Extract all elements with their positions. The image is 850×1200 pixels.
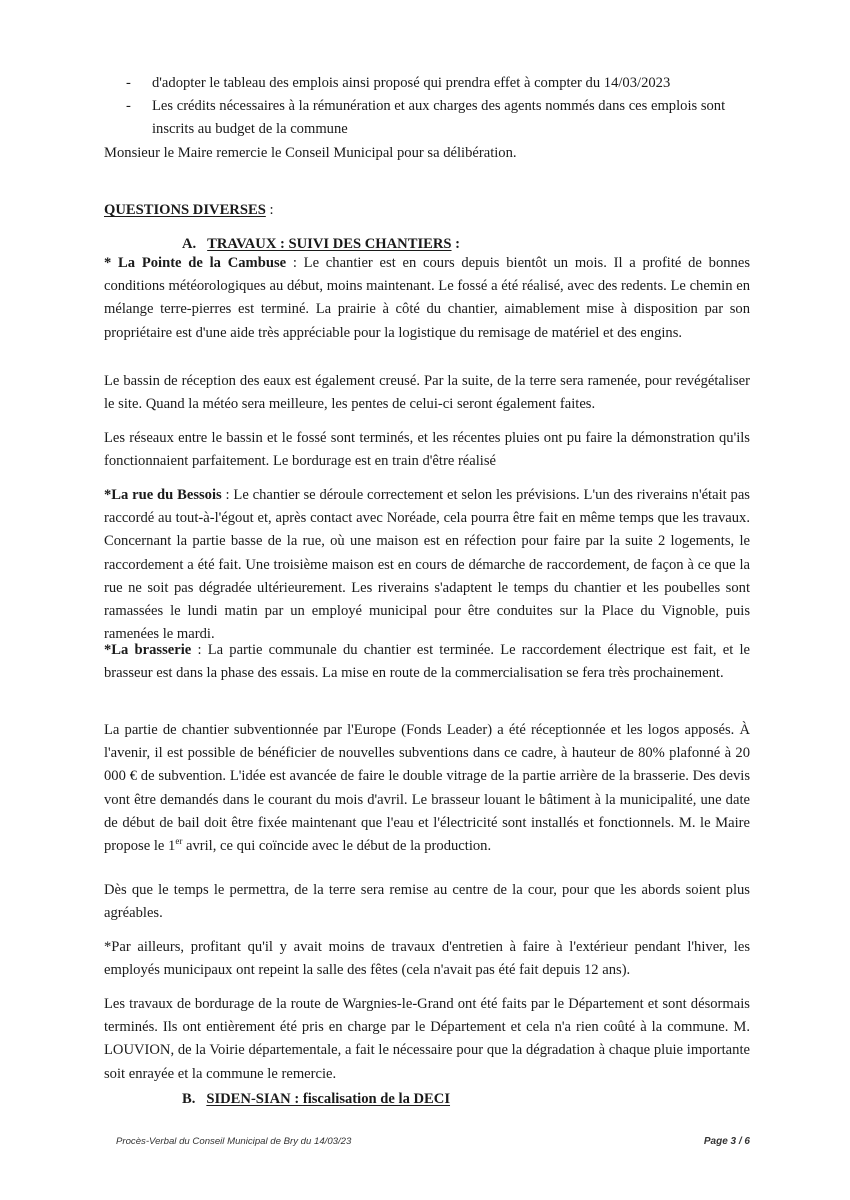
thanks-paragraph: Monsieur le Maire remercie le Conseil Municipal pour sa délibération. xyxy=(104,145,517,161)
dash-icon: - xyxy=(126,75,131,91)
bordurage-paragraph: Les travaux de bordurage de la route de Wargnies-le-Grand ont été faits par le Département et sont désormais terminés. Ils ont entièrement été pris en charge par le Département et cela n'a rien coûté à la commune. M. LOUVION, de la Voirie départementale, a fait le nécessaire pour que la dégradation à chaque pluie importante soit enrayée et la commune le remercie. xyxy=(104,996,750,1082)
brasserie-paragraph-3: Dès que le temps le permettra, de la terre sera remise au centre de la cour, pour que les abords soient plus agréables. xyxy=(104,882,750,922)
pointe-paragraph: * La Pointe de la Cambuse : Le chantier est en cours depuis bientôt un mois. Il a profité de bonnes conditions météorologiques au début, moins maintenant. Le fossé a été réalisé, avec des redents. Le chemin en mélange terre-pierres est terminé. La prairie à côté du chantier, aimablement mise à disposition par son propriétaire est d'une aide très appréciable pour la logistique du remisage de matériel et des engins. xyxy=(104,255,750,341)
bullet-item: - d'adopter le tableau des emplois ainsi proposé qui prendra effet à compter du 14/03/2023 xyxy=(104,72,750,95)
page-footer xyxy=(116,1136,750,1147)
bullet-item: - Les crédits nécessaires à la rémunération et aux charges des agents nommés dans ces emplois sont inscrits au budget de la commune xyxy=(104,95,750,141)
pointe-paragraph-3: Les réseaux entre le bassin et le fossé sont terminés, et les récentes pluies ont pu faire la démonstration qu'ils fonctionnaient parfaitement. Le bordurage est en train d'être réalisé xyxy=(104,430,750,470)
bessois-paragraph: *La rue du Bessois : Le chantier se déroule correctement et selon les prévisions. L'un des riverains n'était pas raccordé au tout-à-l'égout et, après contact avec Noréade, cela pourra être fait en même temps que les travaux. Concernant la partie basse de la rue, où une maison est en réfection pour faire par la suite 2 logements, le raccordement a été fait. Une troisième maison est en cours de démarche de raccordement, de façon à ce que la rue ne soit pas dégradée ultérieurement. Les riverains s'adaptent le temps du chantier et les poubelles sont ramassées le lundi matin par un employé municipal pour être conduites sur la Place du Vignoble, puis ramenées le mardi. xyxy=(104,487,750,643)
dash-icon: - xyxy=(126,98,131,115)
page-number: Page 3 / 6 xyxy=(703,1136,750,1147)
brasserie-paragraph: *La brasserie : La partie communale du chantier est terminée. Le raccordement électrique est fait, et le brasseur est dans la phase des essais. La mise en route de la commercialisation se fera très prochainement. xyxy=(104,642,751,682)
questions-heading: QUESTIONS DIVERSES : xyxy=(104,202,274,218)
ailleurs-paragraph: *Par ailleurs, profitant qu'il y avait moins de travaux d'entretien à faire à l'extérieur pendant l'hiver, les employés municipaux ont repeint la salle des fêtes (cela n'avait pas été fait depuis 12 ans). xyxy=(104,939,750,979)
brasserie-paragraph-2: La partie de chantier subventionnée par l'Europe (Fonds Leader) a été réceptionnée et les logos apposés. À l'avenir, il est possible de bénéficier de nouvelles subventions dans ce cadre, à hauteur de 80% plafonné à 20 000 € de subvention. L'idée est avancée de faire le double vitrage de la partie arrière de la brasserie. Des devis vont être demandés dans le courant du mois d'avril. Le brasseur louant le bâtiment à la municipalité, une date de début de bail doit être fixée maintenant que l'eau et l'électricité sont installés et fonctionnels. M. le Maire propose le 1er avril, ce qui coïncide avec le début de la production. xyxy=(104,722,750,855)
pointe-paragraph-2: Le bassin de réception des eaux est également creusé. Par la suite, de la terre sera ramenée, pour revégétaliser le site. Quand la météo sera meilleure, les pentes de celui-ci seront également faites. xyxy=(104,373,750,413)
section-a-heading: A. TRAVAUX : SUIVI DES CHANTIERS : xyxy=(182,236,461,252)
footer-title: Procès-Verbal du Conseil Municipal de Bry du 14/03/23 xyxy=(116,1136,352,1147)
section-b-heading: B. SIDEN-SIAN : fiscalisation de la DECI xyxy=(182,1091,451,1107)
bullet-list xyxy=(104,72,750,142)
